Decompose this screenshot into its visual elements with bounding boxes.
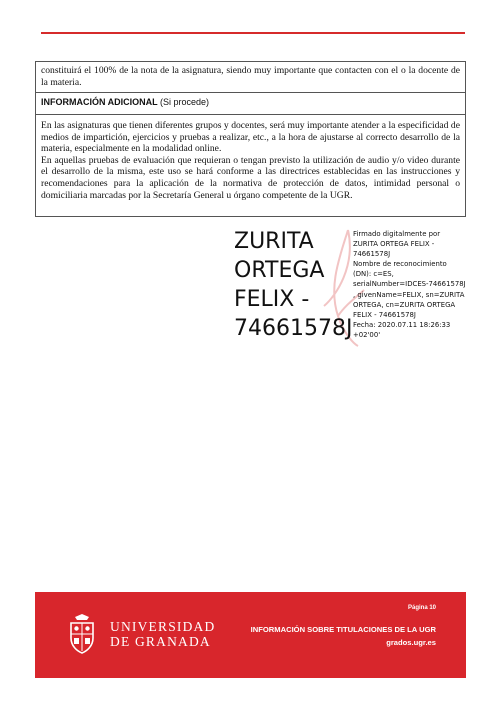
signature-detail-line: Firmado digitalmente por <box>353 230 441 238</box>
signature-detail-line: Nombre de reconocimiento <box>353 260 447 269</box>
additional-info-heading <box>41 97 460 107</box>
signature-detail-line: 74661578J <box>353 250 391 259</box>
signature-detail-line: ORTEGA, cn=ZURITA ORTEGA <box>353 300 456 309</box>
footer-title: INFORMACIÓN SOBRE TITULACIONES DE LA UGR <box>250 625 436 634</box>
page-number: Página 10 <box>407 605 436 611</box>
heading-note: (Si procede) <box>160 97 210 107</box>
additional-info-body <box>35 115 466 217</box>
signature-details <box>353 229 473 340</box>
signature-detail-line: , givenName=FELIX, sn=ZURITA <box>353 290 465 299</box>
evaluation-continuation-box <box>35 61 466 93</box>
university-name-line-1: UNIVERSIDAD <box>110 619 216 634</box>
header-rule <box>41 32 465 34</box>
university-name-line-2: DE GRANADA <box>110 634 211 649</box>
signer-name-line: 74661578J <box>234 316 353 341</box>
footer-url[interactable]: grados.ugr.es <box>386 638 436 647</box>
page-footer <box>35 592 466 678</box>
signer-name <box>234 227 354 343</box>
university-crest-icon <box>65 614 99 654</box>
university-name <box>110 619 215 649</box>
signer-name-line: ORTEGA <box>234 258 325 283</box>
evaluation-continuation-text: constituirá el 100% de la nota de la asignatura, siendo muy importante que contacten con el o la docente de la materia. <box>41 65 460 88</box>
additional-info-paragraph-2: En aquellas pruebas de evaluación que requieran o tengan previsto la utilización de audio y/o video durante el desarrollo de la misma, este uso se hará conforme a las directrices establecidas en las instrucciones y recomendaciones para la aplicación de la normativa de protección de datos, intimidad personal o domiciliaria marcadas por la Secretaría General u órgano competente de la UGR. <box>41 154 460 201</box>
signer-name-line: FELIX - <box>234 287 310 312</box>
signature-detail-line: serialNumber=IDCES-74661578J <box>353 280 466 289</box>
heading-text: INFORMACIÓN ADICIONAL <box>41 97 158 107</box>
signature-detail-line: +02'00' <box>353 330 381 339</box>
signature-detail-line: (DN): c=ES, <box>353 270 394 279</box>
signature-detail-line: Fecha: 2020.07.11 18:26:33 <box>353 320 451 329</box>
signer-name-line: ZURITA <box>234 229 314 254</box>
additional-info-header <box>35 93 466 115</box>
additional-info-paragraph-1: En las asignaturas que tienen diferentes grupos y docentes, será muy importante atender a la especificidad de medios de impartición, ejercicios y pruebas a realizar, etc., a la hora de ajustarse al correcto desarrollo de la materia, especialmente en la modalidad online. <box>41 120 460 155</box>
signature-detail-line: ZURITA ORTEGA FELIX - <box>353 240 435 249</box>
signature-detail-line: FELIX - 74661578J <box>353 310 416 319</box>
